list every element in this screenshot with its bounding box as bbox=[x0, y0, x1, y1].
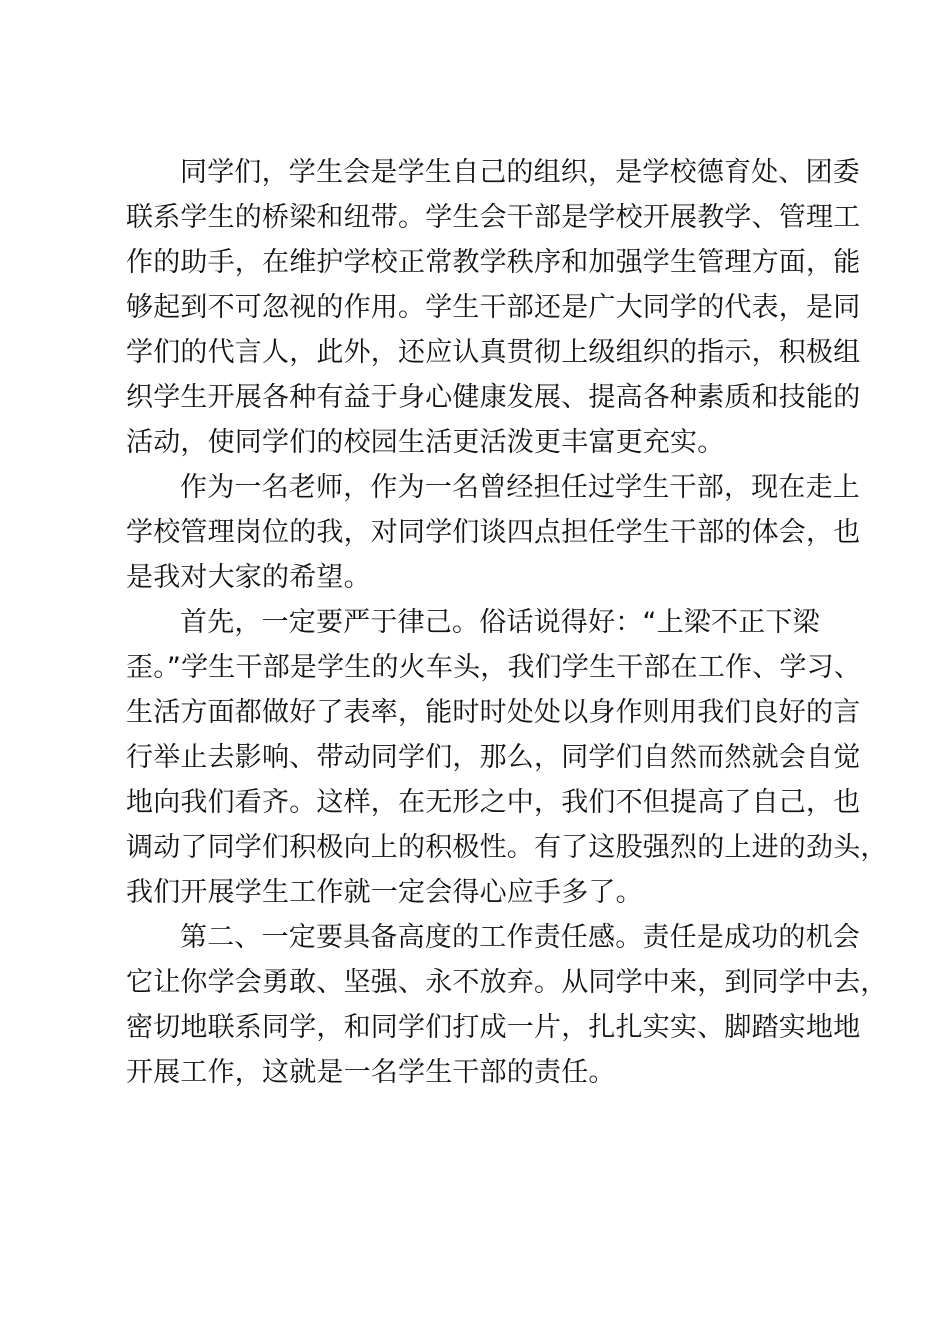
paragraph-line: 织学生开展各种有益于身心健康发展、提高各种素质和技能的 bbox=[126, 382, 861, 413]
paragraph-line: 学们的代言人，此外，还应认真贯彻上级组织的指示，积极组 bbox=[126, 337, 861, 368]
paragraph-line: 地向我们看齐。这样，在无形之中，我们不但提高了自己，也 bbox=[126, 787, 861, 818]
paragraph-line: 它让你学会勇敢、坚强、永不放弃。从同学中来，到同学中去， bbox=[126, 967, 888, 998]
paragraph-line: 密切地联系同学，和同学们打成一片，扎扎实实、脚踏实地地 bbox=[126, 1012, 861, 1043]
paragraph-line: 首先，一定要严于律己。俗话说得好：“上梁不正下梁 bbox=[180, 607, 820, 638]
document-body bbox=[126, 150, 888, 1095]
paragraph-2 bbox=[126, 465, 866, 600]
paragraph-line: 作的助手，在维护学校正常教学秩序和加强学生管理方面，能 bbox=[126, 247, 861, 278]
paragraph-line: 开展工作，这就是一名学生干部的责任。 bbox=[126, 1057, 616, 1088]
paragraph-line: 第二、一定要具备高度的工作责任感。责任是成功的机会 bbox=[180, 922, 860, 953]
paragraph-line: 我们开展学生工作就一定会得心应手多了。 bbox=[126, 877, 643, 908]
paragraph-line: 歪。”学生干部是学生的火车头，我们学生干部在工作、学习、 bbox=[126, 652, 862, 683]
paragraph-line: 调动了同学们积极向上的积极性。有了这股强烈的上进的劲头， bbox=[126, 832, 888, 863]
paragraph-line: 够起到不可忽视的作用。学生干部还是广大同学的代表，是同 bbox=[126, 292, 861, 323]
paragraph-line: 作为一名老师，作为一名曾经担任过学生干部，现在走上 bbox=[180, 472, 860, 503]
paragraph-3 bbox=[126, 600, 888, 915]
paragraph-line: 同学们，学生会是学生自己的组织，是学校德育处、团委 bbox=[180, 157, 860, 188]
paragraph-4 bbox=[126, 915, 888, 1095]
paragraph-line: 生活方面都做好了表率，能时时处处以身作则用我们良好的言 bbox=[126, 697, 861, 728]
paragraph-line: 是我对大家的希望。 bbox=[126, 562, 371, 593]
paragraph-1 bbox=[126, 150, 866, 465]
paragraph-line: 学校管理岗位的我，对同学们谈四点担任学生干部的体会，也 bbox=[126, 517, 861, 548]
paragraph-line: 联系学生的桥梁和纽带。学生会干部是学校开展教学、管理工 bbox=[126, 202, 861, 233]
paragraph-line: 行举止去影响、带动同学们，那么，同学们自然而然就会自觉 bbox=[126, 742, 861, 773]
paragraph-line: 活动，使同学们的校园生活更活泼更丰富更充实。 bbox=[126, 427, 725, 458]
